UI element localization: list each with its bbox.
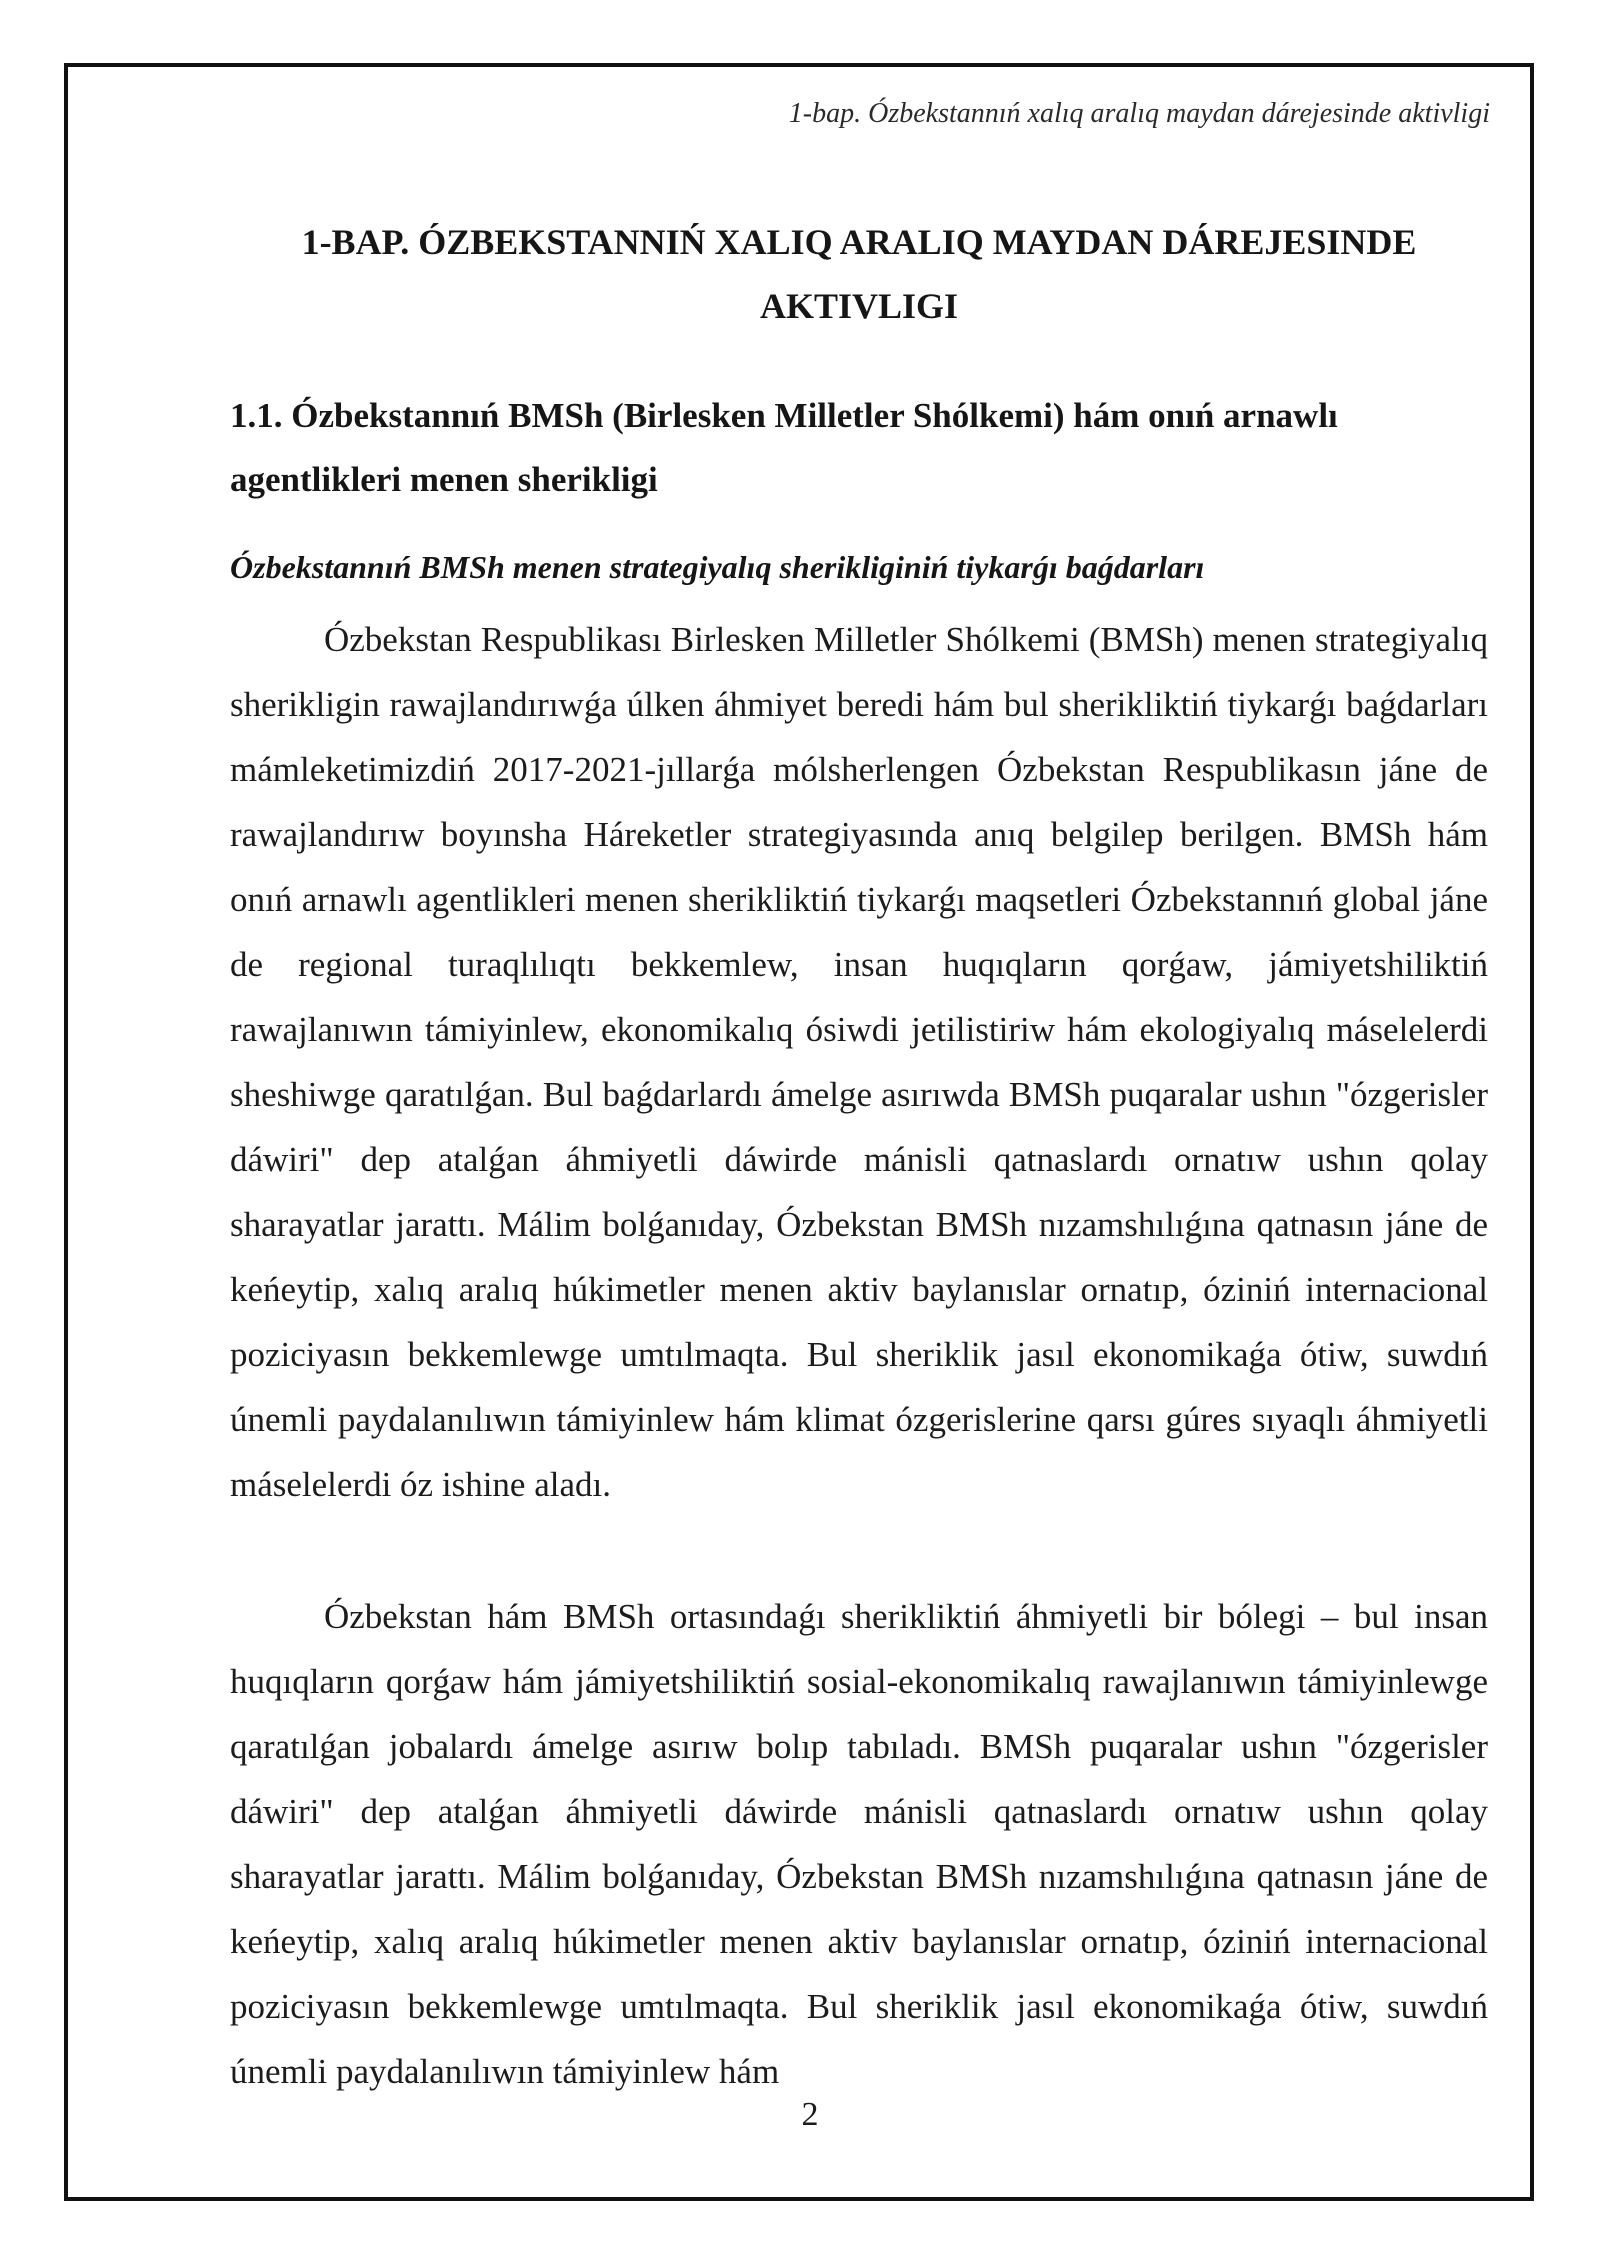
subsection-title: Ózbekstannıń BMSh menen strategiyalıq sherikliginiń tiykarǵı baǵdarları xyxy=(230,549,1205,585)
body-paragraph-2: Ózbekstan hám BMSh ortasındaǵı sherikliktiń áhmiyetli bir bólegi – bul insan huqıqların qorǵaw hám jámiyetshiliktiń sosial-ekonomikalıq rawajlanıwın támiyinlewge qaratılǵan jobalardı ámelge asırıw bolıp tabıladı. BMSh puqaralar ushın "ózgerisler dáwiri" dep atalǵan áhmiyetli dáwirde mánisli qatnaslardı ornatıw ushın qolay sharayatlar jarattı. Málim bolǵanıday, Ózbekstan BMSh nızamshılıǵına qatnasın jáne de keńeytip, xalıq aralıq húkimetler menen aktiv baylanıslar ornatıp, óziniń internacional poziciyasın bekkemlewge umtılmaqta. Bul sheriklik jasıl ekonomikaǵa ótiw, suwdıń únemli paydalanılıwın támiyinlew hám xyxy=(230,1597,1488,2091)
section-title-line-1: 1.1. Ózbekstannıń BMSh (Birlesken Milletler Shólkemi) hám onıń arnawlı xyxy=(230,396,1338,435)
section-title xyxy=(230,384,1490,512)
running-header: 1-bap. Ózbekstannıń xalıq aralıq maydan dárejesinde aktivligi xyxy=(788,98,1490,129)
chapter-title xyxy=(230,210,1488,338)
body-paragraph-1: Ózbekstan Respublikası Birlesken Milletler Shólkemi (BMSh) menen strategiyalıq sherikligin rawajlandırıwǵa úlken áhmiyet beredi hám bul sherikliktiń tiykarǵı baǵdarları mámleketimizdiń 2017-2021-jıllarǵa mólsherlengen Ózbekstan Respublikasın jáne de rawajlandırıw boyınsha Háreketler strategiyasında anıq belgilep berilgen. BMSh hám onıń arnawlı agentlikleri menen sherikliktiń tiykarǵı maqsetleri Ózbekstannıń global jáne de regional turaqlılıqtı bekkemlew, insan huqıqların qorǵaw, jámiyetshiliktiń rawajlanıwın támiyinlew, ekonomikalıq ósiwdi jetilistiriw hám ekologiyalıq máselelerdi sheshiwge qaratılǵan. Bul baǵdarlardı ámelge asırıwda BMSh puqaralar ushın "ózgerisler dáwiri" dep atalǵan áhmiyetli dáwirde mánisli qatnaslardı ornatıw ushın qolay sharayatlar jarattı. Málim bolǵanıday, Ózbekstan BMSh nızamshılıǵına qatnasın jáne de keńeytip, xalıq aralıq húkimetler menen aktiv baylanıslar ornatıp, óziniń internacional poziciyasın bekkemlewge umtılmaqta. Bul sheriklik jasıl ekonomikaǵa ótiw, suwdıń únemli paydalanılıwın támiyinlew hám klimat ózgerislerine qarsı gúres sıyaqlı áhmiyetli máselelerdi óz ishine aladı. xyxy=(230,620,1488,1504)
chapter-title-line-1: 1-BAP. ÓZBEKSTANNIŃ XALIQ ARALIQ MAYDAN DÁREJESINDE xyxy=(301,222,1417,262)
page-number: 2 xyxy=(801,2096,819,2133)
section-title-line-2: agentlikleri menen sherikligi xyxy=(230,460,658,499)
chapter-title-line-2: AKTIVLIGI xyxy=(759,286,959,326)
